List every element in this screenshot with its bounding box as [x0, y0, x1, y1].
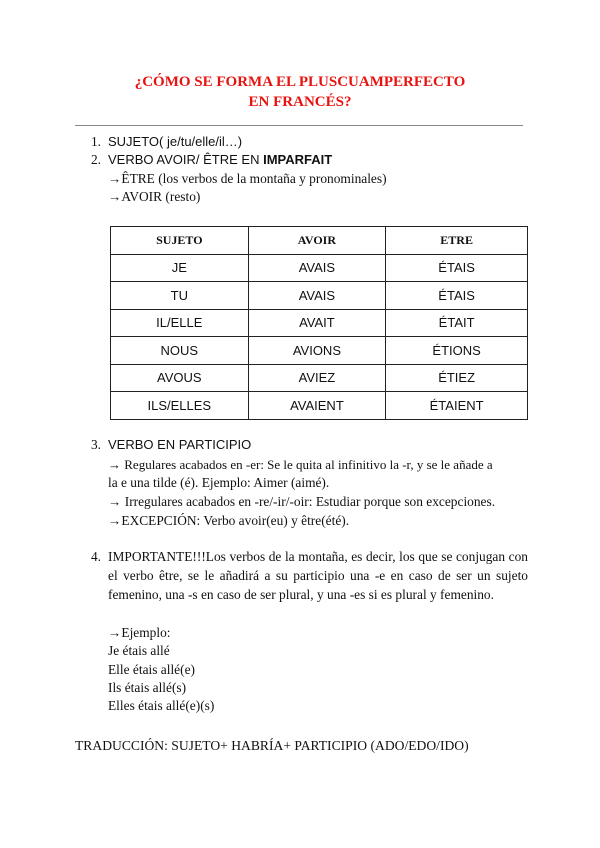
section-3-exception: →EXCEPCIÓN: Verbo avoir(eu) y être(été). — [108, 513, 350, 528]
cell-sujeto: JE — [111, 254, 249, 282]
page-title-line-1: ¿CÓMO SE FORMA EL PLUSCUAMPERFECTO — [134, 74, 466, 90]
horizontal-divider — [75, 125, 523, 126]
example-line: Ils étais allé(s) — [108, 680, 187, 695]
section-1-text: SUJETO( je/tu/elle/il…) — [108, 134, 243, 149]
section-2-number: 2. — [90, 152, 101, 167]
section-3-text: VERBO EN PARTICIPIO — [108, 437, 252, 452]
cell-etre: ÉTAIS — [386, 282, 528, 310]
table-row — [111, 282, 528, 310]
header-etre: ETRE — [386, 227, 528, 255]
cell-avoir: AVAIS — [248, 254, 386, 282]
section-3-regular-line-1: → Regulares acabados en -er: Se le quita al infinitivo la -r, y se le añade a — [108, 457, 493, 472]
cell-avoir: AVAIS — [248, 282, 386, 310]
section-3-regular-line-2: la e una tilde (é). Ejemplo: Aimer (aimé). — [108, 475, 330, 490]
cell-etre: ÉTAIT — [386, 309, 528, 337]
section-2-sub-avoir: →AVOIR (resto) — [108, 189, 201, 204]
header-sujeto: SUJETO — [111, 227, 249, 255]
cell-etre: ÉTIONS — [386, 337, 528, 365]
example-line: Je étais allé — [108, 643, 170, 658]
cell-etre: ÉTAIS — [386, 254, 528, 282]
header-avoir: AVOIR — [248, 227, 386, 255]
translation-line: TRADUCCIÓN: SUJETO+ HABRÍA+ PARTICIPIO (ADO/EDO/IDO) — [75, 738, 469, 753]
section-2-bold-text: IMPARFAIT — [263, 152, 333, 167]
table-row — [111, 337, 528, 365]
example-label: →Ejemplo: — [108, 625, 171, 640]
table-header-row — [111, 227, 528, 255]
conjugation-table — [110, 226, 528, 420]
cell-sujeto: ILS/ELLES — [111, 392, 249, 420]
page-title-line-2: EN FRANCÉS? — [248, 94, 352, 110]
cell-sujeto: TU — [111, 282, 249, 310]
example-line: Elle étais allé(e) — [108, 662, 195, 677]
cell-sujeto: IL/ELLE — [111, 309, 249, 337]
table-row — [111, 392, 528, 420]
cell-avoir: AVAIENT — [248, 392, 386, 420]
table-row — [111, 309, 528, 337]
section-4-paragraph: IMPORTANTE!!!Los verbos de la montaña, es decir, los que se conjugan con el verbo être, se le añadirá a su participio una -e en caso de ser un sujeto femenino, una -s en caso de ser plural, y una -es si es plural y femenino. — [108, 549, 528, 602]
table-row — [111, 254, 528, 282]
section-2-sub-etre: →ÊTRE (los verbos de la montaña y pronominales) — [108, 171, 387, 186]
section-2-text: VERBO AVOIR/ ÊTRE EN — [108, 152, 264, 167]
section-3-number: 3. — [90, 437, 101, 452]
example-line: Elles étais allé(e)(s) — [108, 698, 215, 713]
table-row — [111, 364, 528, 392]
cell-avoir: AVIONS — [248, 337, 386, 365]
cell-sujeto: AVOUS — [111, 364, 249, 392]
section-1-number: 1. — [90, 134, 101, 149]
section-4-number: 4. — [90, 549, 101, 564]
cell-etre: ÉTAIENT — [386, 392, 528, 420]
cell-avoir: AVIEZ — [248, 364, 386, 392]
section-3-irregular: → Irregulares acabados en -re/-ir/-oir: Estudiar porque son excepciones. — [108, 494, 496, 509]
cell-sujeto: NOUS — [111, 337, 249, 365]
cell-etre: ÉTIEZ — [386, 364, 528, 392]
cell-avoir: AVAIT — [248, 309, 386, 337]
